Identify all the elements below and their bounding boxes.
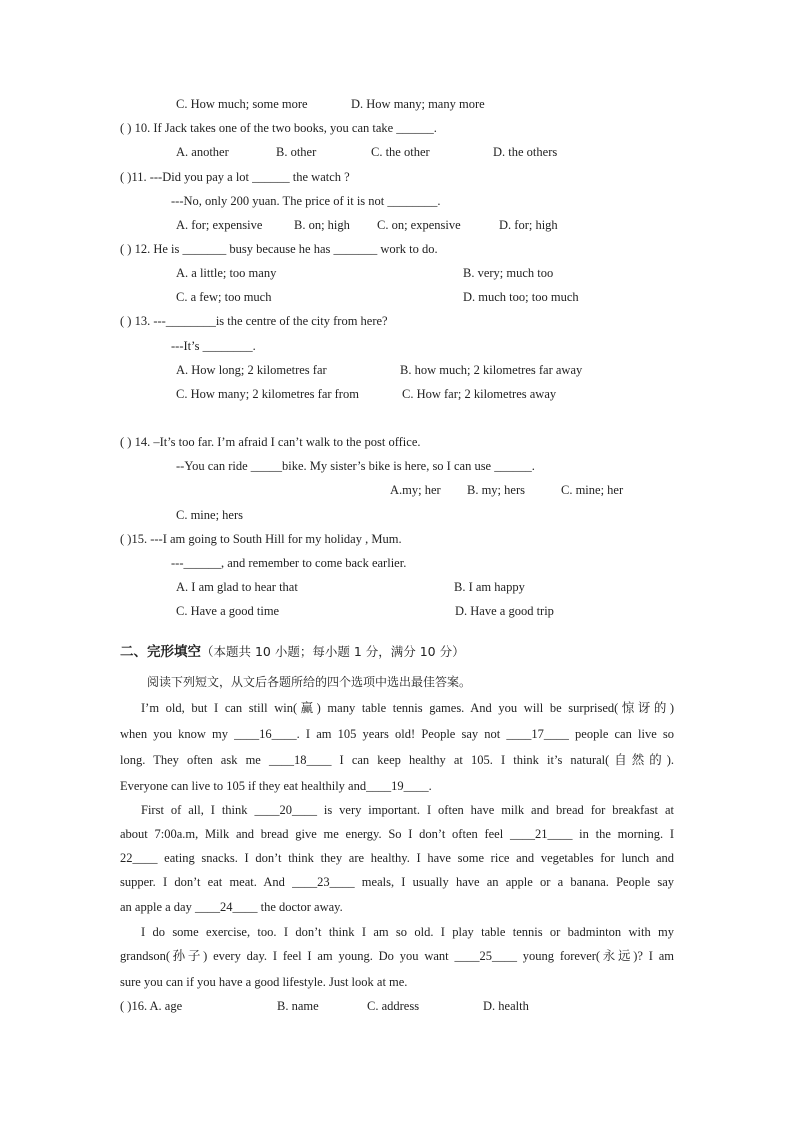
blank-18: ____18____: [268, 753, 332, 767]
option-c: C. on; expensive: [377, 218, 461, 232]
blank-21: ____21____: [509, 827, 573, 841]
blank-23: ____23____: [292, 875, 355, 889]
option-d: D. Have a good trip: [455, 604, 554, 618]
question-15-line2: ---______, and remember to come back earlier.: [171, 556, 407, 570]
option-c: C. address: [367, 999, 420, 1013]
passage-line: supper. I don’t eat meat. And ____23____ meals, I usually have an apple or a banana. People say: [120, 875, 674, 889]
question-14-line2: --You can ride _____bike. My sister’s bike is here, so I can use ______.: [176, 459, 535, 473]
option-c: C. a few; too much: [176, 290, 272, 304]
option-b: B. how much; 2 kilometres far away: [400, 363, 583, 377]
option-b: B. my; hers: [467, 483, 525, 497]
passage-line: Everyone can live to 105 if they eat healthily and____19____.: [120, 779, 432, 793]
question-12: ( ) 12. He is _______ busy because he has _______ work to do.: [120, 242, 438, 256]
option-b: B. I am happy: [454, 580, 525, 594]
option-b: B. other: [276, 145, 317, 159]
blank-16: ____16____: [234, 727, 297, 741]
passage-line: an apple a day ____24____ the doctor away.: [120, 900, 343, 914]
option-line: C. How much; some more: [176, 97, 308, 111]
option-a: A.my; her: [390, 483, 441, 497]
passage-line: First of all, I think ____20____ is very important. I often have milk and bread for breakfast at: [141, 803, 674, 817]
option-d: C. How far; 2 kilometres away: [402, 387, 557, 401]
question-10: ( ) 10. If Jack takes one of the two books, you can take ______.: [120, 121, 437, 135]
blank-22: 22____: [120, 851, 158, 865]
option-d: C. mine; hers: [176, 508, 244, 522]
option-line: D. How many; many more: [351, 97, 485, 111]
passage-line: 22____ eating snacks. I don’t think they are healthy. I have some rice and vegetables for lunch and: [120, 851, 674, 865]
question-14: ( ) 14. –It’s too far. I’m afraid I can’t walk to the post office.: [120, 435, 421, 449]
option-b: B. name: [277, 999, 319, 1013]
option-a: A. I am glad to hear that: [176, 580, 298, 594]
option-d: D. much too; too much: [463, 290, 579, 304]
passage-line: about 7:00a.m, Milk and bread give me energy. So I don’t often feel ____21____ in the morning. I: [120, 827, 674, 841]
passage-line: long. They often ask me ____18____ I can keep healthy at 105. I think it’s natural(自然的).: [120, 753, 674, 767]
option-b: B. very; much too: [463, 266, 554, 280]
blank-24: ____24____: [194, 900, 258, 914]
option-c: C. mine; her: [561, 483, 624, 497]
option-a: A. a little; too many: [176, 266, 277, 280]
option-d: D. health: [483, 999, 529, 1013]
option-a: A. for; expensive: [176, 218, 263, 232]
blank-20: ____20____: [254, 803, 317, 817]
option-d: D. for; high: [499, 218, 558, 232]
blank-17: ____17____: [506, 727, 569, 741]
question-16: ( )16. A. age: [120, 999, 183, 1013]
section-instruction: 阅读下列短文，从文后各题所给的四个选项中选出最佳答案。: [147, 675, 472, 689]
question-11: ( )11. ---Did you pay a lot ______ the watch ?: [120, 170, 350, 184]
option-a: A. another: [176, 145, 229, 159]
question-13: ( ) 13. ---________is the centre of the city from here?: [120, 314, 388, 328]
option-a: A. How long; 2 kilometres far: [176, 363, 327, 377]
passage-line: I do some exercise, too. I don’t think I am so old. I play table tennis or badminton with my: [141, 925, 674, 939]
blank-19: ____19____: [366, 779, 429, 793]
section-heading: [120, 644, 465, 660]
question-11-line2: ---No, only 200 yuan. The price of it is not ________.: [171, 194, 441, 208]
passage-line: sure you can if you have a good lifestyle. Just look at me.: [120, 975, 408, 989]
option-b: B. on; high: [294, 218, 350, 232]
section-note: （本题共 10 小题；每小题 1 分，满分 10 分）: [201, 644, 465, 659]
question-13-line2: ---It’s ________.: [171, 339, 256, 353]
option-c: C. Have a good time: [176, 604, 280, 618]
option-c: C. the other: [371, 145, 430, 159]
option-c: C. How many; 2 kilometres far from: [176, 387, 359, 401]
blank-25: ____25____: [454, 949, 517, 963]
passage-line: I’m old, but I can still win(赢) many table tennis games. And you will be surprised(惊讶的): [141, 701, 674, 715]
passage-line: grandson(孙子) every day. I feel I am young. Do you want ____25____ young forever(永远)? I am: [120, 949, 674, 963]
passage-line: when you know my ____16____. I am 105 years old! People say not ____17____ people can live so: [120, 727, 674, 741]
question-15: ( )15. ---I am going to South Hill for my holiday , Mum.: [120, 532, 402, 546]
section-title: 二、完形填空: [120, 644, 201, 660]
option-d: D. the others: [493, 145, 558, 159]
